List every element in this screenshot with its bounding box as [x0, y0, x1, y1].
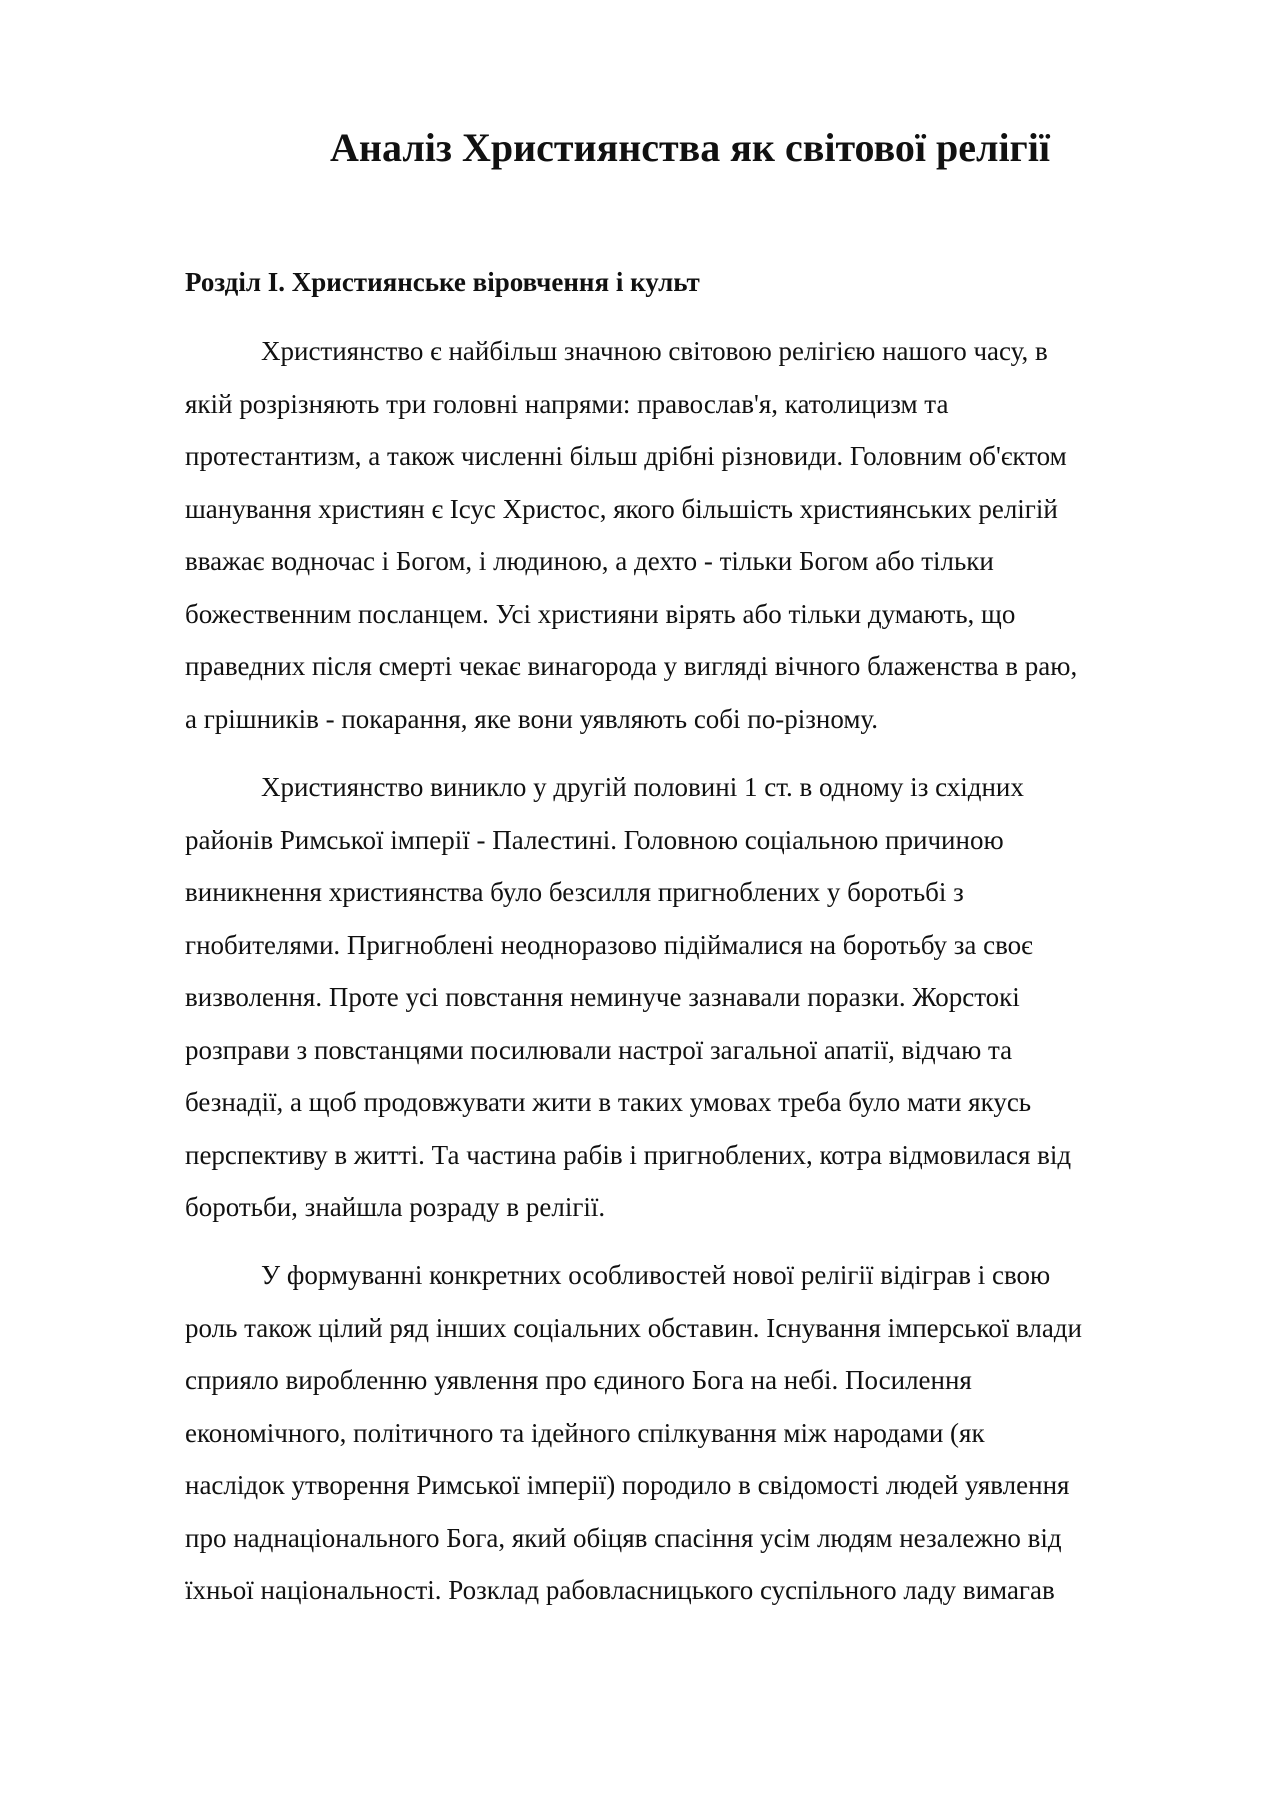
text-line: безнадії, а щоб продовжувати жити в таких умовах треба було мати якусь	[185, 1087, 1032, 1117]
text-line: про наднаціонального Бога, який обіцяв спасіння усім людям незалежно від	[185, 1522, 1062, 1553]
text-line: Християнство виникло у другій половині 1 ст. в одному із східних	[261, 772, 1024, 802]
text-line: праведних після смерті чекає винагорода у вигляді вічного блаженства в раю,	[185, 651, 1078, 681]
text-line: а грішників - покарання, яке вони уявляють собі по-різному.	[185, 703, 878, 734]
section-heading: Розділ І. Християнське віровчення і культ	[185, 267, 700, 297]
text-line: божественним посланцем. Усі християни вірять або тільки думають, що	[185, 598, 1016, 629]
text-line: У формуванні конкретних особливостей нової релігії відіграв і свою	[261, 1260, 1051, 1290]
text-line: протестантизм, а також численні більш дрібні різновиди. Головним об'єктом	[185, 441, 1067, 471]
text-line: визволення. Проте усі повстання неминуче зазнавали поразки. Жорстокі	[185, 982, 1020, 1012]
paragraph	[185, 325, 1077, 745]
text-line: розправи з повстанцями посилювали настрої загальної апатії, відчаю та	[185, 1034, 1013, 1065]
paragraph	[185, 1249, 1082, 1617]
text-line: сприяло виробленню уявлення про єдиного Бога на небі. Посилення	[185, 1365, 972, 1395]
text-line: боротьби, знайшла розраду в релігії.	[185, 1192, 606, 1222]
text-line: Християнство є найбільш значною світовою релігією нашого часу, в	[261, 336, 1048, 366]
text-line: їхньої національності. Розклад рабовласницького суспільного ладу вимагав	[185, 1575, 1055, 1605]
paragraph	[185, 761, 1071, 1234]
text-line: районів Римської імперії - Палестині. Головною соціальною причиною	[185, 824, 1004, 855]
text-line: економічного, політичного та ідейного спілкування між народами (як	[185, 1417, 985, 1448]
text-line: вважає водночас і Богом, і людиною, а дехто - тільки Богом або тільки	[185, 546, 994, 576]
text-line: гнобителями. Пригноблені неодноразово підіймалися на боротьбу за своє	[185, 929, 1033, 960]
text-line: роль також цілий ряд інших соціальних обставин. Існування імперської влади	[185, 1312, 1082, 1343]
text-line: виникнення християнства було безсилля пригноблених у боротьбі з	[185, 877, 964, 907]
document-title: Аналіз Християнства як світової релігії	[330, 125, 1050, 170]
text-line: якій розрізняють три головні напрями: православ'я, католицизм та	[185, 388, 949, 419]
text-line: шанування християн є Ісус Христос, якого більшість християнських релігій	[185, 493, 1058, 524]
text-line: наслідок утворення Римської імперії) породило в свідомості людей уявлення	[185, 1470, 1070, 1500]
text-line: перспективу в житті. Та частина рабів і пригноблених, котра відмовилася від	[185, 1139, 1072, 1170]
